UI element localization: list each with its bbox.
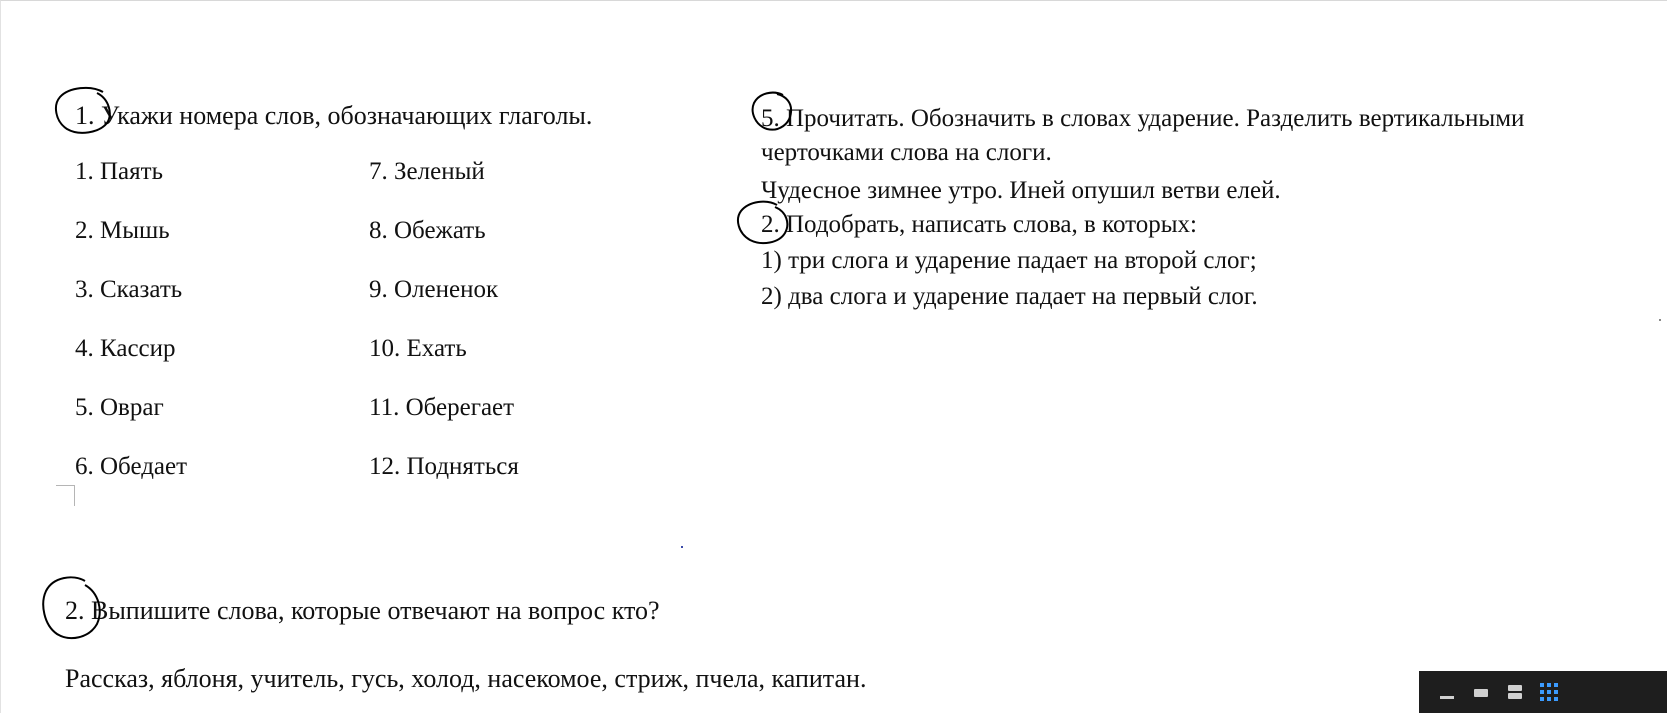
page-corner-mark bbox=[56, 485, 75, 506]
word-item: 5. Овраг bbox=[75, 394, 164, 421]
task5-line: 2. Подобрать, написать слова, в которых: bbox=[761, 211, 1197, 238]
single-page-icon bbox=[1468, 679, 1494, 705]
word-item: 6. Обедает bbox=[75, 453, 188, 480]
word-item: 2. Мышь bbox=[75, 217, 170, 244]
task2-word-list: Рассказ, яблоня, учитель, гусь, холод, насекомое, стриж, пчела, капитан. bbox=[65, 664, 867, 693]
word-item: 1. Паять bbox=[75, 158, 163, 185]
task5-line: 5. Прочитать. Обозначить в словах ударение. Разделить вертикальными bbox=[761, 105, 1525, 132]
minus-icon bbox=[1434, 679, 1460, 705]
task5-line: черточками слова на слоги. bbox=[761, 139, 1052, 166]
word-item: 11. Оберегает bbox=[369, 394, 515, 421]
task5-line: 2) два слога и ударение падает на первый слог. bbox=[761, 283, 1258, 310]
word-item: 9. Олененок bbox=[369, 276, 499, 303]
stray-dot bbox=[1659, 319, 1661, 321]
two-page-icon bbox=[1502, 679, 1528, 705]
word-item: 10. Ехать bbox=[369, 335, 467, 362]
grid-view-button[interactable] bbox=[1536, 679, 1562, 705]
stray-dot bbox=[681, 546, 683, 548]
word-item: 7. Зеленый bbox=[369, 158, 485, 185]
view-mode-toolbar bbox=[1419, 671, 1667, 713]
grid-icon bbox=[1536, 679, 1562, 705]
word-item: 8. Обежать bbox=[369, 217, 486, 244]
minimize-view-button[interactable] bbox=[1434, 679, 1460, 705]
task2-heading: 2. Выпишите слова, которые отвечают на вопрос кто? bbox=[65, 596, 660, 625]
task5-line: Чудесное зимнее утро. Иней опушил ветви елей. bbox=[761, 177, 1281, 204]
word-item: 3. Сказать bbox=[75, 276, 183, 303]
single-page-view-button[interactable] bbox=[1468, 679, 1494, 705]
task1-heading: 1. Укажи номера слов, обозначающих глаголы. bbox=[75, 101, 593, 130]
word-item: 4. Кассир bbox=[75, 335, 176, 362]
task5-line: 1) три слога и ударение падает на второй слог; bbox=[761, 247, 1257, 274]
two-page-view-button[interactable] bbox=[1502, 679, 1528, 705]
word-item: 12. Подняться bbox=[369, 453, 519, 480]
